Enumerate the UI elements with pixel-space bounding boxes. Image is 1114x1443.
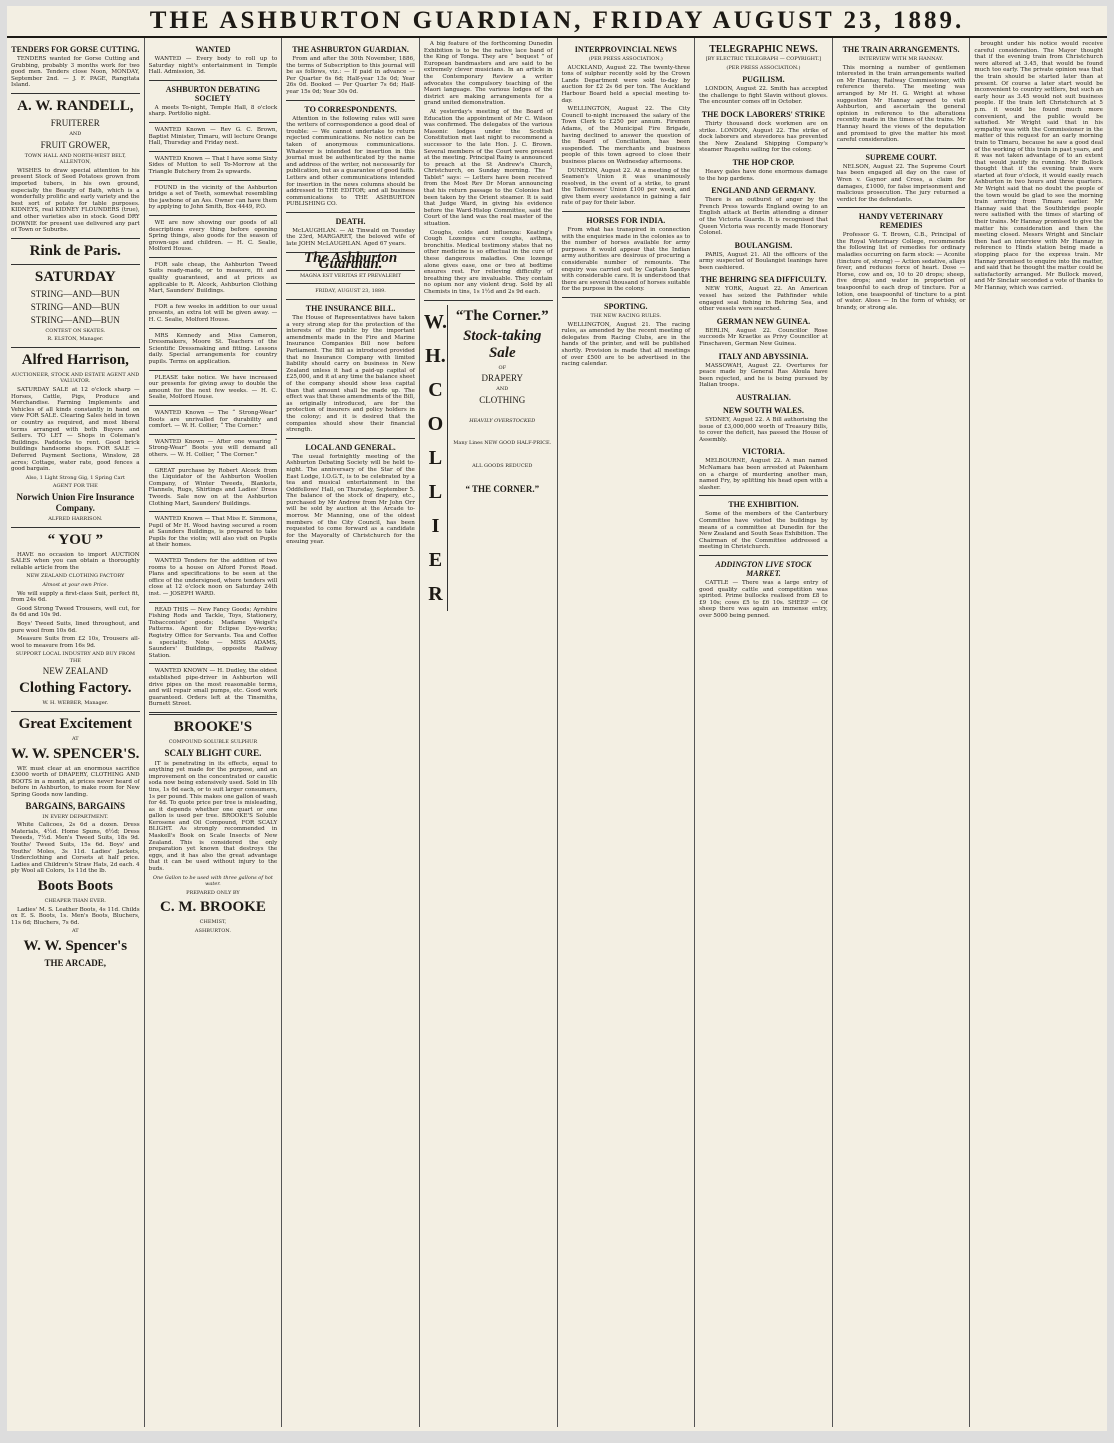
guardian-motto: MAGNA EST VERITAS ET PREVALEBIT [299, 272, 402, 279]
divider [286, 212, 415, 213]
england-heading: ENGLAND AND GERMANY. [711, 186, 816, 196]
column-7 [833, 38, 971, 1427]
horses-heading: HORSES FOR INDIA. [586, 216, 666, 226]
exhibition-body: Some of the members of the Canterbury Committee have visited the buildings by means of a committee at Dunedin for the New Zealand and South Seas Exhibition. The Chairman of the Committee addressed a meeting in Christchurch. [699, 511, 828, 551]
tender-body: TENDERS wanted for Gorse Cutting and Grubbing, probably 3 months work for two good men. Tenders close Noon, MONDAY, September 2nd. — J. F. PAGE, Rangitata Island. [11, 56, 140, 89]
read-this: READ THIS — New Fancy Goods; Ayrshire Fishing Rods and Tackle, Toys, Stationery, Tobacconists' goods; Madame Weigel's Patterns. Agent for Eclipse Dye-works; Registry Office for Servants. Tea and Coffee a speciality. Note — MISS ADAMS, Saunders' Buildings, opposite Railway Station. [148, 606, 278, 659]
handy-heading: HANDY VETERINARY REMEDIES [858, 212, 944, 231]
collier-letter: C [428, 378, 443, 401]
collier-letter: W. [423, 310, 448, 333]
victoria-body: MELBOURNE, August 22. A man named McNamara has been arrested at Pakenham on a charge of murdering another man, named Fry, by splitting his head open with a slasher. [699, 458, 828, 491]
randell-address: TOWN HALL AND NORTH-WEST BELT, ALLENTON, [24, 152, 126, 166]
cough-advert: Coughs, colds and influenza: Keating's Cough Lozenges cure coughs, asthma, bronchitis. Medical testimony states that no other medicine is so effectual in the cure of these dangerous maladies. One lozenge alone gives ease, one or two at bedtime ensures rest. For relieving difficulty of breathing they are invaluable. They contain no opium nor any violent drug. Sold by all Chemists in tins, 1s 1½d and 2s 9d each. [423, 229, 553, 295]
goods-reduced: ALL GOODS REDUCED [472, 462, 533, 469]
support-local: SUPPORT LOCAL INDUSTRY AND BUY FROM THE [15, 651, 136, 664]
addington-heading: ADDINGTON LIVE STOCK MARKET. [715, 559, 812, 578]
column-3 [282, 38, 420, 1427]
press-association: (PER PRESS ASSOCIATION.) [726, 64, 801, 71]
harrison-subtitle: AUCTIONEER, STOCK AND ESTATE AGENT AND VALUATOR. [11, 371, 140, 385]
bargains: BARGAINS, BARGAINS [25, 800, 126, 811]
divider [562, 211, 691, 212]
divider [149, 299, 278, 300]
divider [11, 93, 140, 94]
divider [286, 100, 415, 101]
clothing-factory: Clothing Factory. [19, 680, 132, 697]
at-label-2: AT [71, 928, 79, 935]
divider [699, 495, 828, 496]
collier-letter: E [428, 548, 443, 571]
randell-body: WISHES to draw special attention to his present Stock of Seed Potatoes grown from imported tubers, in his own ground, especially the Beauty of Bath, which is a wonderfully prolific and early variety and the best sort of potato for table purposes. KIDNEYS, real KIDNEY FLOUNDERS (true), and other varieties also in stock. Good DRY DOWNIE for present use delivered any part of Town or Suburbs. [11, 167, 140, 234]
corner-advert [424, 305, 553, 611]
divider [149, 80, 278, 81]
harrison-name: Alfred Harrison, [21, 351, 129, 368]
corner-title: “The Corner.” [455, 307, 549, 324]
divider [149, 180, 278, 181]
divider [11, 347, 140, 348]
column-2 [145, 38, 283, 1427]
divider [149, 663, 278, 664]
bun-line-2: STRING—AND—BUN [30, 301, 120, 312]
clothing-label: CLOTHING [479, 394, 526, 405]
collier-vertical [424, 305, 448, 611]
divider [837, 207, 966, 208]
rink-manager: R. ELSTON, Manager. [47, 336, 104, 343]
divider [286, 438, 415, 439]
interprovincial-heading: INTERPROVINCIAL NEWS [574, 45, 677, 54]
factory-manager: W. H. WEBBER, Manager. [42, 700, 109, 707]
handy-body: Professor G. T. Brown, C.B., Principal of the Royal Veterinary College, recommends the following list of remedies for ordinary maladies occurring on farm stock: — Aconite (tincture of, strong) — Action sedative, allays fever, and reduces force of heart. Dose — Horse, cow and ox, 10 to 20 drops; sheep, five drops; and water in proportion of teaspoonful to each drop of tincture. For a lotion, one teaspoonful of tincture to a pint of water. Aloes — In the form of whisky, or brandy, or strong ale. [836, 232, 966, 311]
pugilism-heading: PUGILISM. [742, 75, 785, 85]
wanted-2: WANTED Known — Rev G. C. Brown, Baptist Minister, Timaru, will lecture Orange Hall, Thursday and Friday next. [148, 126, 278, 147]
divider [149, 215, 278, 216]
suits-3: Boys' Tweed Suits, lined throughout, and pure wool from 10s 6d. [11, 620, 140, 634]
dressmaker-notice: MRS Kennedy and Miss Cameron, Dressmakers, Moore St. Teachers of the Scientific Dressmaking and fitting. Lessons daily. Special arrangements for country pupils. Terms on application. [148, 332, 278, 365]
divider [11, 264, 140, 265]
local-heading: LOCAL AND GENERAL. [305, 442, 396, 452]
divider [286, 299, 415, 300]
divider [149, 463, 278, 464]
divider [149, 370, 278, 371]
column-8 [970, 38, 1107, 1427]
brooke-heading: BROOKE'S [173, 718, 253, 735]
you-body: HAVE no occasion to import AUCTION SALES when you can obtain a thoroughly reliable article from the [11, 551, 140, 571]
england-body: There is an outburst of anger by the French Press towards England owing to an English attack at Berlin attending a dinner of the Victoria Guards. It is recognised that Queen Victoria was recently made Honorary Colonel. [699, 197, 828, 237]
supreme-body: NELSON, August 22. The Supreme Court has been engaged all day on the case of Wren v. Gaynor and Cross, a claim for damages, £1000, for false imprisonment and malicious prosecution. The jury returned a verdict for the defendants. [836, 163, 966, 203]
debating-body: A meets To-night, Temple Hall, 8 o'clock sharp. Portfolio night. [148, 104, 278, 118]
great-excitement: Great Excitement [18, 716, 133, 733]
weeks-notice: FOR a few weeks in addition to our usual presents, an extra lot will be given away. — H. C. Sealie, Molford House. [148, 303, 278, 324]
guardian-nameplate: The Ashburton Guardian. [286, 252, 415, 271]
issue-date: FRIDAY, AUGUST 23, 1889. [315, 288, 386, 295]
boots-list: Ladies' M. S. Leather Boots, 4s 11d. Childs ox E. S. Boots, 1s. Men's Boots, Bluchers, 11s 6d; Bluchers, 7s 6d. [11, 906, 140, 926]
spencer-name: W. W. SPENCER'S. [11, 745, 140, 762]
great-purchase: GREAT purchase by Robert Alcock from the Liquidator of the Ashburton Woollen Company, of Winter Tweeds, Blankets, Flannels, Rugs, Shirtings and Ladies' Dress Tweeds. Sale now on at the Ashburton Clothing Mart, Saunders' Buildings. [148, 467, 278, 507]
masthead [7, 6, 1107, 38]
column-1 [7, 38, 145, 1427]
spencer-list: White Calicoes, 2s 6d a dozen. Dress Materials, 4½d. Home Spuns, 6½d; Dress Tweeds, 7½d. Men's Tweed Suits, 18s 9d. Youths' Tweed Suits, 15s 6d. Boys' and Youths' Moles, 3s 11d. Ladies' Jackets, Underclothing and Corsets at half price. Ladies and Children's Straw Hats, 2d each. 4 ply Wool all Colors, 1s 11d the lb. [11, 822, 140, 875]
nsw-heading: NEW SOUTH WALES. [723, 406, 804, 415]
wanted-1: WANTED — Every body to roll up to Saturday night's entertainment in Temple Hall. Admission, 3d. [148, 56, 278, 76]
violin-notice: WANTED Known — That Miss E. Simmons, Pupil of Mr H. Wood having secured a room at Saunders Buildings, is prepared to take Pupils for the violin; will also visit on Pupils at their homes. [148, 516, 278, 549]
divider [424, 300, 553, 301]
overstocked: HEAVILY OVERSTOCKED [469, 417, 536, 424]
bun-line-3: STRING—AND—BUN [30, 314, 120, 325]
subscription-terms: From and after the 30th November, 1886, the terms of Subscription to this journal will be as follows, viz.: — If paid in advance — Per Quarter 6s 6d; Half-year 13s 0d; Year 26s 0d. Booked — Per Quarter 7s 6d; Half-year 15s 0d; Year 30s 0d. [286, 56, 415, 95]
exhibition-heading: THE EXHIBITION. [728, 500, 799, 510]
corner-bottom: “ THE CORNER.” [465, 483, 540, 494]
stocktaking-title: Stock-taking Sale [463, 327, 542, 361]
boulangism-heading: BOULANGISM. [734, 240, 793, 250]
nsw-body: SYDNEY, August 22. A Bill authorising the issue of £3,000,000 worth of Treasury Bills, to cover the deficit, has passed the House of Assembly. [699, 417, 828, 443]
tender-heading: TENDERS FOR GORSE CUTTING. [11, 45, 140, 54]
death-heading: DEATH. [335, 216, 366, 226]
suits-2: Good Strong Tweed Trousers, well cut, for 8s 6d and 10s 9d. [11, 605, 140, 619]
chemist: CHEMIST, [199, 919, 227, 926]
saturday-title: SATURDAY [34, 268, 116, 285]
rink-title: Rink de Paris. [29, 242, 121, 259]
suits-1: We will supply a first-class Suit, perfect fit, from 24s 6d. [11, 590, 140, 604]
one-gallon: One Gallon to be used with three gallons of hot water. [152, 874, 273, 888]
cheaper: CHEAPER THAN EVER. [44, 897, 106, 904]
train-continued: brought under his notice would receive careful consideration. The Mayor thought that if the evening train from Christchurch were altered at 3.45, that would be found much too early. The private opinion was that the train should be started later than at present. Of course a later start would be inconvenient to country settlers, but such an early hour as 3.45 would not suit business people. If the train left Christchurch at 5 p.m. it would be found much more convenient, and the public would be satisfied. Mr Wright said that in his sympathy was with the Commissioner in the matter of this request for an early morning train to Timaru, because he saw a good deal of the working of this train in past years, and it was not taken advantage of to an extent that would justify its running. Mr Bullock thought that if the evening train were started at four o'clock, it would easily reach Ashburton in two hours and three quarters. Mr Wright said that no doubt the people of the town would be glad to see the morning train arriving from Timaru earlier. Mr Hannay said that the Southbridge people were satisfied with the times of starting of their trains. Mr Hannay promised to give the matter his consideration and then the meeting closed. Messrs Wright and Sinclair then had an interview with Mr Hannay in reference to Hinds station being made a stopping place for the express train. Mr Hannay promised to enquire into the matter, and said that he thought the matter could be satisfactorily arranged. Mr Bullock moved, and Mr Sinclair seconded a vote of thanks to Mr Hannay, which was carried. [974, 41, 1103, 291]
boots-title: Boots Boots [37, 877, 114, 894]
arcade: THE ARCADE, [44, 957, 107, 968]
racing-body: WELLINGTON, August 21. The racing rules, as amended by the recent meeting of delegates from Racing Clubs, are in the hands of the printer, and will be published shortly. Provision is made that all meetings of over £500 are to be advertised in the racing calendar. [561, 321, 691, 368]
collier-letter: I [431, 514, 440, 537]
press-association: (PER PRESS ASSOCIATION.) [588, 56, 663, 62]
strong-wear-1: WANTED Known — The “ Strong-Wear” Boots are unrivalled for durability and comfort. — W. H. Collier, “ The Corner.” [148, 409, 278, 430]
bun-line-1: STRING—AND—BUN [30, 288, 120, 299]
harrison-body: SATURDAY SALE at 12 o'clock sharp — Horses, Cattle, Pigs, Produce and Merchandise. Farming Implements and Vehicles of all kinds constantly in hand on view FOR SALE. Clearing Sales held in town or country as required, and most liberal terms arranged with both Buyers and Sellers. TO LET — Shops in Coleman's Buildings. Paddocks to rent. Good brick buildings handsome shops. FOR SALE — Deferred Payment Sections, Winslow, 28 acres; Cottage, water rate, good fences a good bargain. [11, 387, 140, 473]
sporting-heading: SPORTING. [604, 302, 648, 311]
divider [699, 555, 828, 556]
at-label: AT [71, 736, 79, 743]
correspondents-body: Attention in the following rules will save the writers of correspondence a good deal of trouble: — We cannot undertake to return rejected communications. No notice can be taken of anonymous communications. Whatever is intended for insertion in this journal must be authenticated by the name and address of the writer, not necessarily for publication, but as a guarantee of good faith. Letters and other communications intended for insertion in the news columns should be addressed to THE EDITOR; and all business communications to THE ASHBURTON PUBLISHING CO. [286, 115, 415, 208]
divider [149, 122, 278, 123]
drapery-label: DRAPERY [481, 373, 524, 384]
insurance-heading: THE INSURANCE BILL. [305, 304, 396, 314]
dunedin-news: A big feature of the forthcoming Dunedin Exhibition is to be the native lace band of the King of Tonga. They are “ bequest ” of European bandmasters and are said to be extremely clever musicians. In an article in the Contemporary Review a writer advocates the compulsory teaching of the Maori language. The various lodges of the district are making arrangements for a grand united demonstration. [423, 41, 553, 107]
guinea-heading: GERMAN NEW GUINEA. [716, 316, 811, 326]
guinea-body: BERLIN, August 22. Councillor Rose succeeds Mr Kraetke as Privy Councillor at Finschaven, German New Guinea. [699, 327, 828, 348]
agent-label: AGENT FOR THE [52, 483, 98, 490]
wellington-news: WELLINGTON, August 22. The City Council to-night increased the salary of the Town Clerk to £250 per annum. Firemen Adams, of the Municipal Fire Brigade, having declined to answer the question of the Board of Conciliation, has been suspended. The merchants and business people of this town agreed to close their business places on Wednesday afternoons. [561, 106, 691, 165]
suits-4: Measure Suits from £2 10s, Trousers all-wool to measure from 16s 9d. [11, 636, 140, 649]
collier-letter: R [428, 582, 443, 605]
italy-heading: ITALY AND ABYSSINIA. [718, 351, 809, 361]
hop-body: Heavy gales have done enormous damage to the hop gardens. [699, 168, 828, 182]
guardian-heading: THE ASHBURTON GUARDIAN. [292, 45, 409, 54]
hop-heading: THE HOP CROP. [732, 157, 795, 167]
telegraphic-heading: TELEGRAPHIC NEWS. [709, 44, 818, 55]
newspaper-page [7, 6, 1107, 1431]
collier-letter: O [427, 412, 444, 435]
divider [149, 712, 278, 715]
debating-heading: ASHBURTON DEBATING SOCIETY [165, 84, 261, 103]
general-news: At yesterday's meeting of the Board of Education the appointment of Mr C. Wilson was confirmed. The delegates of the various Masonic lodges under the Scottish Constitution met last night to recommend a successor to the late Hon. J. C. Brown. Several members of the Court were present at the meeting. Principal Rainy is announced to preach at the St Andrew's Church, Christchurch, on Sunday morning. The “ Tablet” says: — Letters have been received from the Most Rev Dr Moran announcing that his return passage to the Colonies had been taken by the Orient steamer. It is said that Judge Ward, in giving his evidence before the Ward-Hislop Committee, said the Court of the land was the real master of the situation. [423, 108, 553, 228]
collier-letter: H. [425, 344, 446, 367]
death-body: McLAUGHLAN. — At Tinwald on Tuesday the 23rd, MARGARET, the beloved wife of late JOHN McLAUGHLAN. Aged 67 years. [286, 227, 415, 248]
randell-and: AND [69, 130, 82, 137]
divider [11, 238, 140, 239]
addington-body: CATTLE — There was a large entry of good quality cattle and competition was spirited. Prime bullocks realised from £8 to £9 10s; cows £5 to £6 10s. SHEEP — Of sheep there was again an immense entry, over 5000 being penned. [699, 579, 828, 619]
brooke-subtitle: COMPOUND SOLUBLE SULPHUR [168, 738, 258, 745]
horses-body: From what has transpired in connection with the enquiries made in the colonies as to the number of horses available for army purposes it would appear that the Indian army authorities are desirous of procuring a considerable number of remounts. The enquiry was carried out by Captain Sandys with considerable care. It is understood that there are several thousand of horses suitable for the purpose in the colony. [561, 227, 691, 293]
you-title: “ YOU ” [47, 531, 103, 548]
train-heading: THE TRAIN ARRANGEMENTS. [842, 45, 960, 54]
spencer-name-2: W. W. Spencer's [23, 937, 128, 954]
norwich-union: Norwich Union Fire Insurance Company. [16, 491, 135, 513]
divider [149, 328, 278, 329]
divider [11, 711, 140, 712]
collier-letter: L [428, 480, 443, 503]
correspondents-heading: TO CORRESPONDENTS. [304, 104, 397, 114]
pugilism-body: LONDON, August 22. Smith has accepted the challenge to fight Slavin without gloves. The encounter comes off in October. [699, 86, 828, 106]
behring-heading: THE BEHRING SEA DIFFICULTY. [700, 275, 827, 285]
insurance-body: The House of Representatives have taken a very strong step for the protection of the interests of the public by the important amendments made in the Fire and Marine Insurance Companies Bill now before Parliament. The Bill as introduced provided that no Insurance Company with limited liability should carry on business in New Zealand unless it had a paid-up capital of £25,000, and it at any time the balance sheet of the company should show less capital than that amount shall be made up. The effect was that these amendments of the Bill, as originally introduced, are for the protection of insurers and policy holders in the colony; and it is desired that the companies should show their financial strength. [286, 315, 415, 434]
train-subtitle: INTERVIEW WITH MR HANNAY. [858, 56, 944, 62]
australian-heading: AUSTRALIAN. [735, 393, 791, 402]
victoria-heading: VICTORIA. [742, 447, 785, 457]
local-body: The usual fortnightly meeting of the Ashburton Debating Society will be held to-night. The anniversary of the Star of the East Lodge, I.O.G.T., is to be celebrated by a tea and musical entertainment in the Oddfellows' Hall, on Thursday, September 5. The balance of the stock of drapery, etc., purchased by Mr Andrew from Mr John Orr will be sold by auction at the Arcade to-morrow. Mr Manning, one of the oldest members of the City Council, has been requested to come forward as a candidate for the Mayoralty of Christchurch for the ensuing year. [286, 453, 415, 546]
masthead-title: THE ASHBURTON GUARDIAN, FRIDAY AUGUST 23, 1889. [149, 7, 965, 34]
spencer-body: WE must clear at an enormous sacrifice £3000 worth of DRAPERY, CLOTHING AND BOOTS in a month, at prices never heard of before in Ashburton, to make room for New Spring Goods now landing. [11, 765, 140, 799]
auckland-news: AUCKLAND, August 22. The twenty-three tons of sulphur recently sold by the Crown Lands Department were sold to-day by auction for £2 2s 6d per ton. The Auckland Harbour Board held a special meeting to-day. [561, 64, 691, 104]
found-notice: FOUND in the vicinity of the Ashburton bridge a set of Teeth, somewhat resembling the jawbone of an Ass. Owner can have them by applying to John Smith, Box 4449, P.O. [148, 184, 278, 211]
dunedin-news-2: DUNEDIN, August 22. At a meeting of the Seamen's Union it was unanimously resolved, in the event of a strike, to grant the Tailoresses' Union £100 per week, and give them every assistance in gaining a fair rate of pay for their labor. [561, 167, 691, 207]
please-notice: PLEASE take notice. We have increased our presents for giving away to double the amount for the next few weeks. — H. C. Sealie, Molford House. [148, 374, 278, 401]
strong-wear-2: WANTED Known — After one wearing “ Strong-Wear” Boots you will demand all others. — W. H. Collier, “ The Corner.” [148, 438, 278, 458]
supreme-heading: SUPREME COURT. [865, 152, 937, 162]
divider [149, 151, 278, 152]
every-dept: IN EVERY DEPARTMENT. [42, 813, 109, 820]
nz-factory: NEW ZEALAND CLOTHING FACTORY [26, 573, 125, 580]
column-4 [420, 38, 558, 1427]
divider [149, 257, 278, 258]
skates-contest: CONTEST ON SKATES. [45, 327, 106, 334]
dock-body: Thirty thousand dock workmen are on strike. LONDON, August 22. The strike of dock laborers and stevedores has prevented the New Zealand Shipping Company's steamer Ruapehu sailing for the colony. [699, 120, 828, 154]
column-5 [558, 38, 696, 1427]
dudley-notice: WANTED KNOWN — H. Dudley, the oldest established pipe-driver in Ashburton will drive pipes on the most reasonable terms, and will repair small pumps, etc. Good work guaranteed. Orders left at the Tinsmiths, Burnett Street. [148, 668, 278, 708]
wanted-heading: WANTED [195, 45, 231, 54]
collier-letter: L [428, 446, 443, 469]
divider [149, 511, 278, 512]
dock-heading: THE DOCK LABORERS' STRIKE [701, 109, 826, 119]
prepared-by: PREPARED ONLY BY [186, 889, 240, 896]
many-lines: Many Lines NEW GOOD HALF-PRICE. [453, 440, 552, 447]
tenders-notice: WANTED Tenders for the addition of two rooms to a house on Alford Forest Road. Plans and specifications to be seen at the office of the undersigned, where tenders will close at 12 o'clock noon on Saturday 24th inst. — JOSEPH WARD. [148, 558, 278, 598]
randell-trade: FRUITERER [50, 117, 100, 128]
telegraphic-sub: [BY ELECTRIC TELEGRAPH — COPYRIGHT.] [705, 56, 822, 62]
and-label: AND [496, 386, 509, 393]
of-label: OF [498, 364, 507, 371]
divider [837, 148, 966, 149]
randell-trade2: FRUIT GROWER, [40, 139, 110, 150]
ashburton: ASHBURTON. [194, 928, 231, 934]
divider [149, 553, 278, 554]
behring-body: NEW YORK, August 22. An American vessel has seized the Pathfinder while engaged seal fishing in Behring Sea, and other vessels were searched. [699, 286, 828, 313]
own-price: Almost at your own Price. [42, 581, 109, 588]
column-6 [695, 38, 833, 1427]
divider [149, 434, 278, 435]
columns [7, 38, 1107, 1427]
divider [286, 283, 415, 284]
divider [562, 297, 691, 298]
harrison-signature: ALFRED HARRISON. [48, 515, 103, 522]
boulangism-body: PARIS, August 21. All the officers of the army suspected of Boulangist leanings have been cashiered. [699, 251, 828, 271]
opening-notice: WE are now showing our goods of all descriptions every thing before opening Spring things, also goods for the season of grown-ups and children. — H. C. Sealie, Molford House. [148, 219, 278, 253]
italy-body: MASSOWAH, August 22. Overtures for peace made by General Ras Aloula have been rejected, and he is being pursued by Italian troops. [699, 362, 828, 389]
nz-name: NEW ZEALAND [42, 666, 108, 677]
cottage-notice: FOR sale cheap, the Ashburton Tweed Suits ready-made, or to measure, fit and quality guaranteed, and at prices as applicable to R. Alcock, Ashburton Clothing Mart, Saunders' Buildings. [148, 261, 278, 295]
randell-name: A. W. RANDELL, [17, 97, 134, 114]
brooke-name: C. M. BROOKE [160, 899, 266, 916]
brooke-body: IT is penetrating in its effects, equal to anything yet made for the purpose, and an improvement on the concentrated or caustic soda now being extensively used. Sold in 1lb tins, 1s 6d each, or to suit larger consumers, 1s per pound. This makes one gallon of wash for 4d. To quote price per tree is misleading, as it depends whether one quart or one gallon is used per tree. BROOKE'S Soluble Kerosene and Oil Compound, FOR SCALY BLIGHT. As strongly recommended in Maskell's Book on Scale Insects of New Zealand. This is considered the only preparation yet known that destroys the eggs, and it has also the great advantage that it can be used without injury to the buds. [148, 760, 278, 873]
train-body: This morning a number of gentlemen interested in the train arrangements waited on Mr Hannay, Railway Commissioner, with reference thereto. The meeting was arranged by Mr H. G. Wright at whose suggestion Mr Hannay agreed to visit Ashburton, and ascertain the general opinion in reference to the alterations recently made in the times of the trains. Mr Hannay heard the views of the deputation and promised to give the matter his most careful consideration. [836, 64, 966, 144]
divider [11, 527, 140, 528]
divider [149, 602, 278, 603]
harrison-items: Also, 1 Light Strong Gig, 1 Spring Cart [25, 474, 125, 481]
divider [149, 405, 278, 406]
wanted-3: WANTED Known — That I have some Sixty Sides of Mutton to sell To-Morrow at the Triangle Butchery from 2s upwards. [148, 155, 278, 175]
racing-heading: THE NEW RACING RULES. [590, 313, 662, 319]
brooke-title: SCALY BLIGHT CURE. [164, 747, 262, 758]
